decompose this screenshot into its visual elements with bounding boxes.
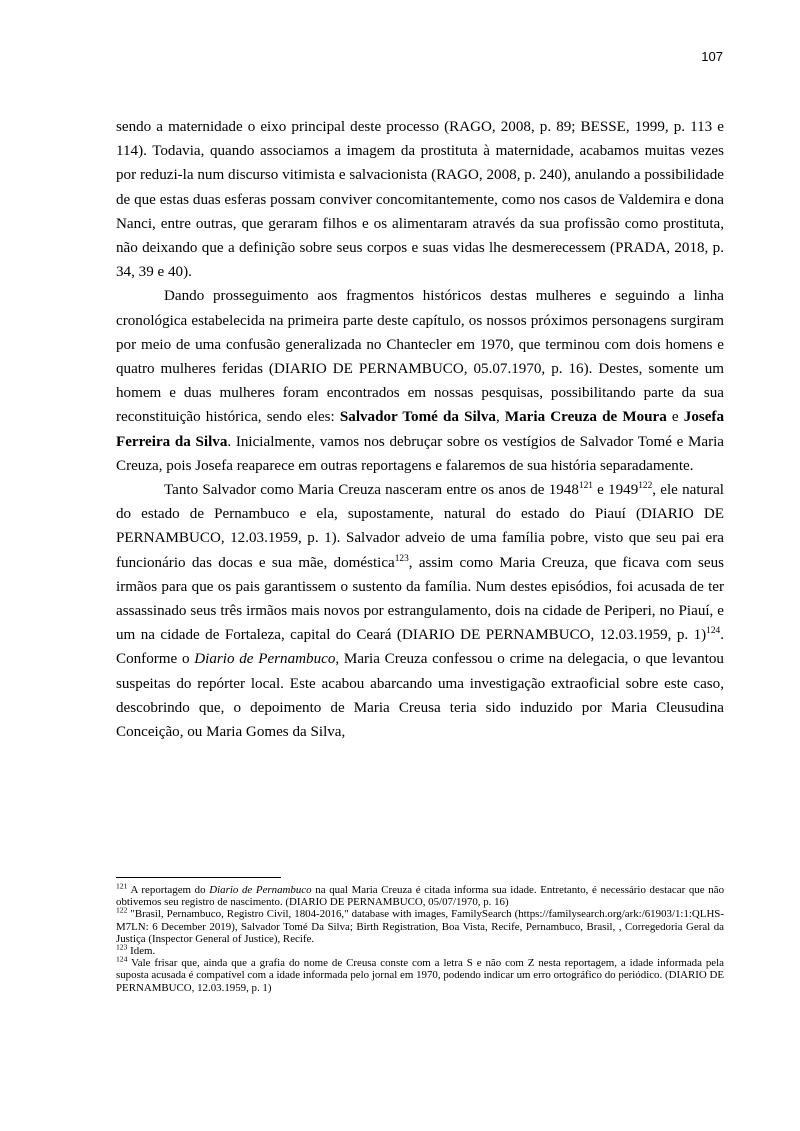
paragraph-3 [116,478,724,744]
footnote-text: A reportagem do [127,884,210,896]
footnotes [116,881,725,994]
separator: e [666,409,684,426]
footnote-text: "Brasil, Pernambuco, Registro Civil, 1804-2016," database with images, FamilySearch (https://familysearch.org/ark:/61903/1:1:QLHS-M7LN: 6 December 2019), Salvador Tomé Da Silva; Birth Registration, Boa Vista, Recife, Pernambuco, Brasil, , Corregedoria Geral da Justiça (Inspector General of Justice), Recife. [116,908,724,945]
page-number: 107 [701,49,723,64]
footnote-text: Vale frisar que, ainda que a grafia do nome de Creusa conste com a letra S e não com Z nesta reportagem, a idade informada pela suposta acusada é compatível com a idade informada pelo jornal em 1970, podendo indicar um erro ortográfico do periódico. (DIARIO DE PERNAMBUCO, 12.03.1959, p. 1) [116,957,724,994]
footnote-divider [116,877,281,878]
newspaper-title: Diario de Pernambuco [194,651,336,668]
separator: , [495,409,505,426]
footnote-ref-122[interactable]: 122 [638,481,653,492]
paragraph-1-text: sendo a maternidade o eixo principal deste processo (RAGO, 2008, p. 89; BESSE, 1999, p. 113 e 114). Todavia, quando associamos a imagem da prostituta à maternidade, acabamos muitas vezes por reduzi-la num discurso vitimista e salvacionista (RAGO, 2008, p. 240), anulando a possibilidade de que estas duas esferas possam conviver concomitantemente, como nos casos de Valdemira e dona Nanci, entre outras, que geraram filhos e os alimentaram através da sua profissão como prostituta, não deixando que a definição sobre seus corpos e suas vidas lhe desmerecessem (PRADA, 2018, p. 34, 39 e 40). [116,119,724,281]
name-josefa: Josefa Ferreira da Silva [116,409,725,450]
paragraph-1 [116,115,724,284]
name-maria-creuza: Maria Creuza de Moura [504,409,667,426]
footnote-121 [116,881,725,909]
body-text [116,115,724,744]
footnote-ref-121[interactable]: 121 [578,481,593,492]
paragraph-2 [116,284,724,478]
footnote-ref-124[interactable]: 124 [706,626,721,637]
paragraph-3-text-a: Tanto Salvador como Maria Creuza nasceram entre os anos de 1948 [164,482,579,499]
paragraph-3-text-c: , ele natural do estado de Pernambuco e ela, supostamente, natural do estado do Piauí (DIARIO DE PERNAMBUCO, 12.03.1959, p. 1). Salvador adveio de uma família pobre, visto que seu pai era funcionário das docas e sua mãe, doméstica [116,482,724,571]
footnote-124 [116,954,724,994]
paragraph-3-text-e: . Conforme o [116,627,724,668]
footnote-number: 123 [116,942,128,952]
name-salvador: Salvador Tomé da Silva [339,409,496,426]
footnote-122 [116,905,724,945]
footnote-ref-123[interactable]: 123 [394,553,409,564]
paragraph-3-text-b: e 1949 [592,482,639,499]
footnote-text: Idem. [127,945,156,958]
paragraph-3-text-d: , assim como Maria Creuza, que ficava com seus irmãos para que os pais garantissem o sustento da família. Num destes episódios, foi acusada de ter assassinado seus três irmãos mais novos por estrangulamento, dois na cidade de Periperi, no Piauí, e um na cidade de Fortaleza, capital do Ceará (DIARIO DE PERNAMBUCO, 12.03.1959, p. 1) [116,554,724,644]
footnote-text: na qual Maria Creuza é citada informa sua idade. Entretanto, é necessário destacar que não obtivemos seu registro de nascimento. (DIARIO DE PERNAMBUCO, 05/07/1970, p. 16) [116,884,725,909]
footnote-number: 121 [116,881,128,891]
newspaper-title: Diario de Pernambuco [209,884,312,896]
footnote-number: 122 [116,905,128,915]
footnote-number: 124 [116,954,128,964]
footnote-123 [116,942,724,958]
paragraph-2-text-a: Dando prosseguimento aos fragmentos históricos destas mulheres e seguindo a linha cronológica estabelecida na primeira parte deste capítulo, os nossos próximos personagens surgiram por meio de uma confusão generalizada no Chantecler em 1970, que terminou com dois homens e quatro mulheres feridas (DIARIO DE PERNAMBUCO, 05.07.1970, p. 16). Destes, somente um homem e duas mulheres foram encontrados em nossas pesquisas, possibilitando parte da sua reconstituição histórica, sendo eles: [116,288,724,426]
paragraph-2-text-b: . Inicialmente, vamos nos debruçar sobre os vestígios de Salvador Tomé e Maria Creuza, pois Josefa reaparece em outras reportagens e falaremos de sua história separadamente. [116,433,724,474]
paragraph-3-text-f: , Maria Creuza confessou o crime na delegacia, o que levantou suspeitas do repórter local. Este acabou abarcando uma investigação extraoficial sobre este caso, descobrindo que, o depoimento de Maria Creusa teria sido induzido por Maria Cleusudina Conceição, ou Maria Gomes da Silva, [116,651,724,741]
